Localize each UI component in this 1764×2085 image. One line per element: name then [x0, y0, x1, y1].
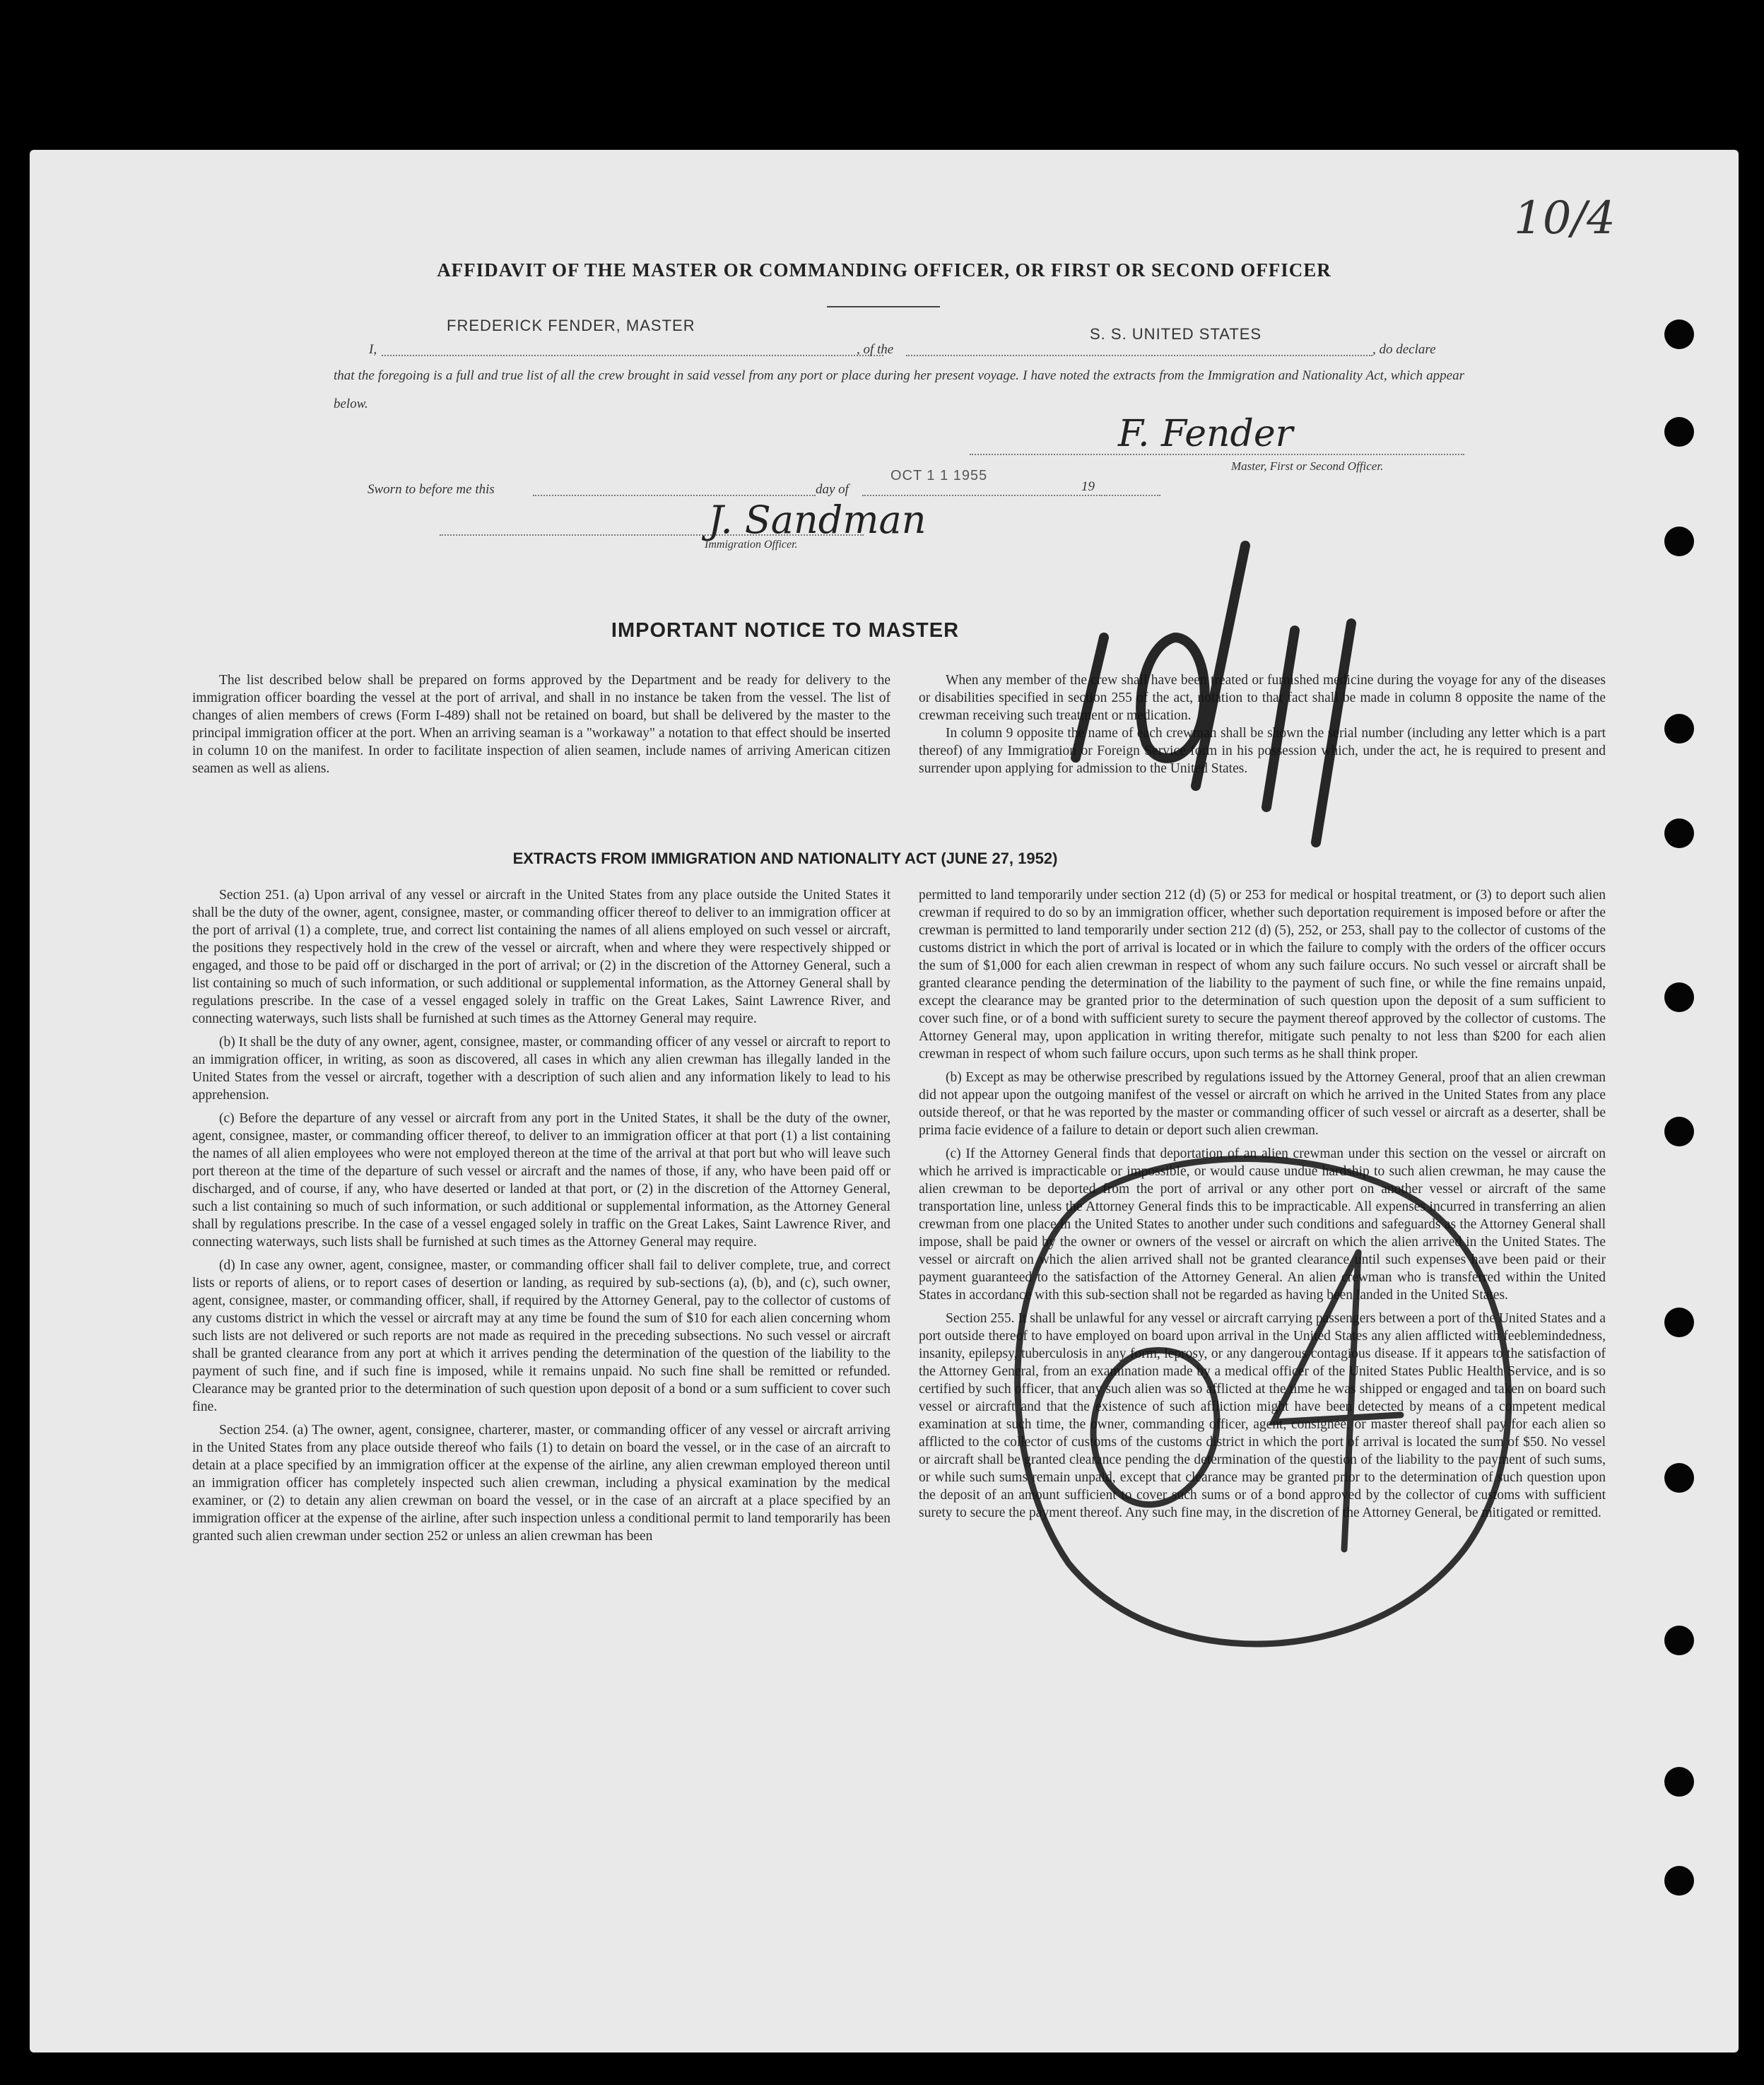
corner-note: 10/4	[1514, 192, 1616, 245]
sworn-label: Sworn to before me this	[368, 482, 495, 497]
extracts-title: EXTRACTS FROM IMMIGRATION AND NATIONALITY ACT (JUNE 27, 1952)	[512, 850, 1058, 867]
date-stamp: OCT 1 1 1955	[890, 468, 988, 483]
section-251-d: (d) In case any owner, agent, consignee, master, or commanding officer shall fail to deliver complete, true, and correct lists or reports of aliens, or to report cases of desertion or landing, as required by sub-sections (a), (b), and (c), such owner, agent, consignee, master, or commanding officer, shall, if required by the Attorney General, pay to the collector of customs of any customs district in which the vessel or aircraft may at any time be found the sum of $10 for each alien concerning whom such lists are not delivered or such reports are not made as required in the preceding subsections. No such vessel or aircraft shall be granted clearance from any port at which it arrives pending the determination of the question of the liability to the payment of such fine, and if such fine is imposed, while it remains unpaid. No such fine shall be remitted or refunded. Clearance may be granted prior to the determination of such question upon deposit of a bond or a sum sufficient to cover such fine.	[192, 1258, 890, 1414]
binder-hole	[1664, 1117, 1694, 1146]
binder-hole	[1664, 1463, 1694, 1493]
do-declare-label: , do declare	[1372, 342, 1436, 357]
binder-hole	[1664, 1308, 1694, 1337]
binder-hole	[1664, 1866, 1694, 1896]
binder-hole	[1664, 818, 1694, 848]
i-label: I,	[369, 342, 377, 357]
notice-title: IMPORTANT NOTICE TO MASTER	[611, 619, 960, 642]
handwritten-marks	[30, 150, 1739, 2052]
binder-hole	[1664, 1767, 1694, 1797]
binder-hole	[1664, 417, 1694, 447]
document-page	[30, 150, 1739, 2052]
binder-hole	[1664, 714, 1694, 744]
year-label: 19	[1081, 479, 1095, 494]
section-251-a: Section 251. (a) Upon arrival of any vessel or aircraft in the United States from any place outside the United States it shall be the duty of the owner, agent, consignee, master, or commanding officer thereof to deliver to an immigration officer at the port of arrival (1) a complete, true, and correct list containing the names of all aliens employed on such vessel or aircraft, the positions they respectively hold in the crew of the vessel or aircraft, when and where they were respectively shipped or engaged, and those to be paid off or discharged in the port of arrival; or (2) in the discretion of the Attorney General, such a list containing so much of such information, or such additional or supplemental information, as the Attorney General shall by regulations prescribe. In the case of a vessel engaged solely in traffic on the Great Lakes, Saint Lawrence River, and connecting waterways, such lists shall be furnished at such times as the Attorney General may require.	[192, 888, 890, 1026]
master-name: FREDERICK FENDER, MASTER	[447, 317, 695, 334]
binder-hole	[1664, 982, 1694, 1012]
notice-left-text: The list described below shall be prepared on forms approved by the Department and be ready for delivery to the immigration officer boarding the vessel at the port of arrival, and shall in no instance be taken from the vessel. The list of changes of alien members of crews (Form I-489) shall not be retained on board, but shall be delivered by the master to the principal immigration officer at the port. When an arriving seaman is a "workaway" a notation to that effect should be inserted in column 10 on the manifest. In order to facilitate inspection of alien seamen, include names of arriving American citizen seamen as well as aliens.	[192, 673, 890, 776]
section-251-b: (b) It shall be the duty of any owner, agent, consignee, master, or commanding officer of any vessel or aircraft to report to an immigration officer, in writing, as soon as discovered, all cases in which any alien crewman has illegally landed in the United States from the vessel or aircraft, together with a description of such alien and any information likely to lead to his apprehension.	[192, 1035, 891, 1103]
notice-right-text-2: In column 9 opposite the name of each crewman shall be shown the serial number (including any letter which is a part thereof) of any Immigration or Foreign Service form in his possession which, under the act, he is required to present and surrender upon applying for admission to the United States.	[919, 726, 1606, 776]
section-251-c: (c) Before the departure of any vessel or aircraft from any port in the United States, it shall be the duty of the owner, agent, consignee, master, or commanding officer thereof, to deliver to an immigration officer at that port (1) a list containing the names of all alien employees who were not employed thereon at the time of the arrival at that port but who will leave such port thereon at the time of the departure of such vessel or aircraft and the names of those, if any, who have been paid off or discharged, and of course, if any, who have deserted or landed at that port, or (2) in the discretion of the Attorney General, such a list containing so much of such information, or such additional or supplemental information, as the Attorney General shall by regulations prescribe. In the case of a vessel engaged solely in traffic on the Great Lakes, Saint Lawrence River, and connecting waterways, such lists shall be furnished at such times as the Attorney General may require.	[192, 1111, 890, 1250]
vessel-name: S. S. UNITED STATES	[1090, 325, 1262, 343]
binder-hole	[1664, 1626, 1694, 1655]
section-254-a: Section 254. (a) The owner, agent, consignee, charterer, master, or commanding officer of any vessel or aircraft arriving in the United States from any place outside thereof who fails (1) to detain on board the vessel, or in the case of an aircraft to detain at a place specified by an immigration officer at the expense of the airline, any alien crewman employed thereon until an immigration officer has completely inspected such alien crewman, including a physical examination by the medical examiner, or (2) to detain any alien crewman on board the vessel, or in the case of an aircraft at a place specified by an immigration officer at the expense of the airline, after such inspection unless a conditional permit to land temporarily has been granted such alien crewman under section 252 or unless an alien crewman has been	[192, 1423, 890, 1544]
binder-hole	[1664, 527, 1694, 556]
officer-signature: J. Sandman	[708, 498, 927, 542]
master-signature: F. Fender	[1118, 413, 1293, 455]
section-254-b: (b) Except as may be otherwise prescribed by regulations issued by the Attorney General, proof that an alien crewman did not appear upon the outgoing manifest of the vessel or aircraft on which he arrived in the United States from any place outside thereof, or that he was reported by the master or commanding officer of such vessel or aircraft as a deserter, shall be prima facie evidence of a failure to detain or deport such alien crewman.	[919, 1070, 1606, 1138]
of-the-label: , of the	[857, 342, 894, 357]
declaration-text: that the foregoing is a full and true list of all the crew brought in said vessel from any port or place during her present voyage. I have noted the extracts from the Immigration and Nationality Act, which appear below.	[334, 368, 1464, 411]
notice-right-text-1: When any member of the crew shall have been treated or furnished medicine during the voyage for any of the diseases or disabilities specified in section 255 of the act, notation to that fact shall be made in column 8 opposite the name of the crewman receiving such treatment or medication.	[919, 673, 1606, 723]
section-254-c: (c) If the Attorney General finds that deportation of an alien crewman under this section on the vessel or aircraft on which he arrived is impracticable or impossible, or would cause undue hardship to such alien crewman, he may cause the alien crewman to be deported from the port of arrival or any other port on another vessel or aircraft of the same transportation line, unless the Attorney General finds this to be impracticable. All expenses incurred in transferring an alien crewman from one place in the United States to another under such conditions and safeguards as the Attorney General shall impose, shall be paid by the owner or owners of the vessel or aircraft on which the alien arrived in the United States. The vessel or aircraft on which the alien arrived shall not be granted clearance until such expenses have been paid or their payment guaranteed to the satisfaction of the Attorney General. An alien crewman who is transferred within the United States in accordance with this sub-section shall not be regarded as having been landed in the United States.	[919, 1146, 1606, 1303]
master-caption: Master, First or Second Officer.	[1231, 459, 1384, 473]
officer-caption: Immigration Officer.	[705, 539, 798, 551]
day-label: day of	[816, 482, 849, 497]
binder-hole	[1664, 319, 1694, 349]
affidavit-title: AFFIDAVIT OF THE MASTER OR COMMANDING OFFICER, OR FIRST OR SECOND OFFICER	[437, 259, 1331, 281]
section-255: Section 255. It shall be unlawful for any vessel or aircraft carrying passengers between a port of the United States and a port outside thereof to have employed on board upon arrival in the United States any alien afflicted with feeblemindedness, insanity, epilepsy, tuberculosis in any form, leprosy, or any dangerous contagious disease. If it appears to the satisfaction of the Attorney General, from an examination made by a medical officer of the United States Public Health Service, and is so certified by such officer, that any such alien was so afflicted at the time he was shipped or engaged and taken on board such vessel or aircraft and that the existence of such affliction might have been detected by means of a competent medical examination at such time, the owner, commanding officer, agent, consignee, or master thereof shall pay for each alien so afflicted to the collector of customs of the customs district in which the port of arrival is located the sum of $50. No vessel or aircraft shall be granted clearance pending the determination of the question of the liability to the payment of such sums, or while such sums remain unpaid, except that clearance may be granted prior to the determination of such question upon the deposit of an amount sufficient to cover such sums or of a bond approved by the collector of customs with sufficient surety to secure the payment thereof. Any such fine may, in the discretion of the Attorney General, be mitigated or remitted.	[919, 1311, 1606, 1520]
section-254-a-cont: permitted to land temporarily under section 212 (d) (5) or 253 for medical or hospital treatment, or (3) to deport such alien crewman if required to do so by an immigration officer, whether such deportation requirement is imposed before or after the crewman is permitted to land temporarily under section 212 (d) (5), 252, or 253, shall pay to the collector of customs of the customs district in which the port of arrival is located or in which the failure to comply with the orders of the officer occurs the sum of $1,000 for each alien crewman in respect of whom any such failure occurs. No such vessel or aircraft shall be granted clearance pending the determination of the liability to the payment of such fine, or while the fine remains unpaid, except the clearance may be granted prior to the determination of such question upon the deposit of a sum sufficient to cover such fine, or of a bond with sufficient surety to secure the payment thereof approved by the collector of customs. The Attorney General may, upon application in writing therefor, mitigate such penalty to not less than $200 for each alien crewman in respect of whom such failure occurs, upon such terms as he shall think proper.	[919, 888, 1606, 1062]
